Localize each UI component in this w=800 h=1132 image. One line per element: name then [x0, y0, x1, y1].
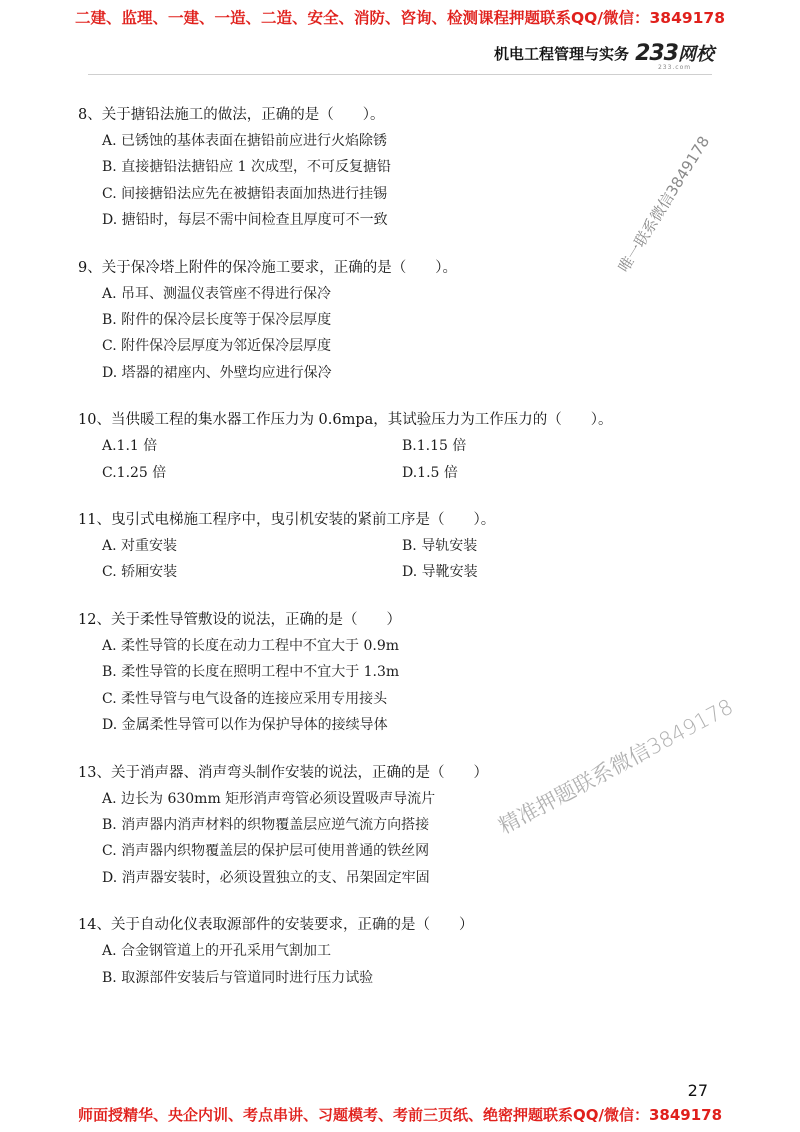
question-stem: 14、关于自动化仪表取源部件的安装要求，正确的是（ ）	[78, 917, 474, 934]
option-c: C. 间接搪铅法应先在被搪铅表面加热进行挂锡	[102, 185, 388, 202]
options-list	[78, 281, 718, 387]
question-12	[78, 607, 718, 739]
question-stem: 10、当供暖工程的集水器工作压力为 0.6mpa，其试验压力为工作压力的（ ）。	[78, 412, 613, 429]
page-header	[494, 40, 714, 71]
header-title: 机电工程管理与实务	[494, 44, 630, 63]
option-b: B. 直接搪铅法搪铅应 1 次成型，不可反复搪铅	[102, 159, 391, 176]
option-a: A. 吊耳、测温仪表管座不得进行保冷	[102, 285, 332, 302]
option-b: B. 取源部件安装后与管道同时进行压力试验	[102, 969, 374, 986]
option-b: B. 柔性导管的长度在照明工程中不宜大于 1.3m	[102, 664, 400, 681]
question-14	[78, 912, 718, 991]
question-8	[78, 102, 718, 234]
option-a: A. 边长为 630mm 矩形消声弯管必须设置吸声导流片	[102, 790, 436, 807]
brand-logo	[635, 40, 714, 71]
question-13	[78, 760, 718, 892]
option-c: C. 消声器内织物覆盖层的保护层可使用普通的铁丝网	[102, 843, 430, 860]
option-d: D. 搪铅时，每层不需中间检查且厚度可不一致	[102, 212, 388, 229]
option-c: C.1.25 倍	[102, 464, 167, 481]
contact-watermark-large: 精准押题联系微信3849178	[494, 694, 738, 839]
top-promo-banner: 二建、监理、一建、一造、二造、安全、消防、咨询、检测课程押题联系QQ/微信：3849178	[74, 9, 725, 27]
option-c: C. 附件保冷层厚度为邻近保冷层厚度	[102, 338, 332, 355]
option-b: B. 导轨安装	[402, 538, 478, 555]
option-c: C. 柔性导管与电气设备的连接应采用专用接头	[102, 690, 388, 707]
option-a: A. 柔性导管的长度在动力工程中不宜大于 0.9m	[102, 637, 399, 654]
options-list	[78, 938, 718, 991]
contact-watermark: 唯一联系微信3849178	[614, 133, 714, 276]
brand-logo-text: 网校	[678, 44, 714, 65]
option-d: D. 消声器安装时，必须设置独立的支、吊架固定牢固	[102, 869, 430, 886]
option-c: C. 轿厢安装	[102, 564, 178, 581]
question-stem: 13、关于消声器、消声弯头制作安装的说法，正确的是（ ）	[78, 764, 488, 781]
brand-logo-number: 233	[635, 41, 678, 66]
question-stem: 9、关于保冷塔上附件的保冷施工要求，正确的是（ ）。	[78, 259, 457, 276]
options-grid	[78, 533, 718, 586]
question-9	[78, 255, 718, 387]
bottom-promo-banner: 师面授精华、央企内训、考点串讲、习题模考、考前三页纸、绝密押题联系QQ/微信：3849178	[77, 1106, 723, 1124]
option-a: A. 合金钢管道上的开孔采用气割加工	[102, 943, 332, 960]
options-list	[78, 786, 718, 892]
question-stem: 12、关于柔性导管敷设的说法，正确的是（ ）	[78, 611, 401, 628]
question-stem: 11、曳引式电梯施工程序中，曳引机安装的紧前工序是（ ）。	[78, 512, 496, 529]
options-list	[78, 633, 718, 739]
option-d: D. 导靴安装	[402, 564, 478, 581]
option-d: D. 金属柔性导管可以作为保护导体的接续导体	[102, 717, 388, 734]
option-d: D. 塔器的裙座内、外壁均应进行保冷	[102, 364, 332, 381]
header-divider	[88, 74, 712, 75]
question-stem: 8、关于搪铅法施工的做法，正确的是（ ）。	[78, 107, 385, 123]
option-a: A. 对重安装	[102, 538, 178, 555]
brand-logo-sub: 233.com	[657, 64, 692, 71]
option-a: A. 已锈蚀的基体表面在搪铅前应进行火焰除锈	[102, 133, 388, 149]
option-b: B. 附件的保冷层长度等于保冷层厚度	[102, 312, 332, 329]
question-list	[78, 102, 718, 1012]
question-11	[78, 507, 718, 586]
options-grid	[78, 433, 718, 486]
option-d: D.1.5 倍	[402, 464, 458, 481]
question-10	[78, 407, 718, 486]
option-b: B. 消声器内消声材料的织物覆盖层应逆气流方向搭接	[102, 816, 430, 833]
page-number: 27	[687, 1081, 708, 1100]
options-list	[78, 128, 718, 234]
option-b: B.1.15 倍	[402, 438, 467, 455]
option-a: A.1.1 倍	[102, 438, 158, 455]
